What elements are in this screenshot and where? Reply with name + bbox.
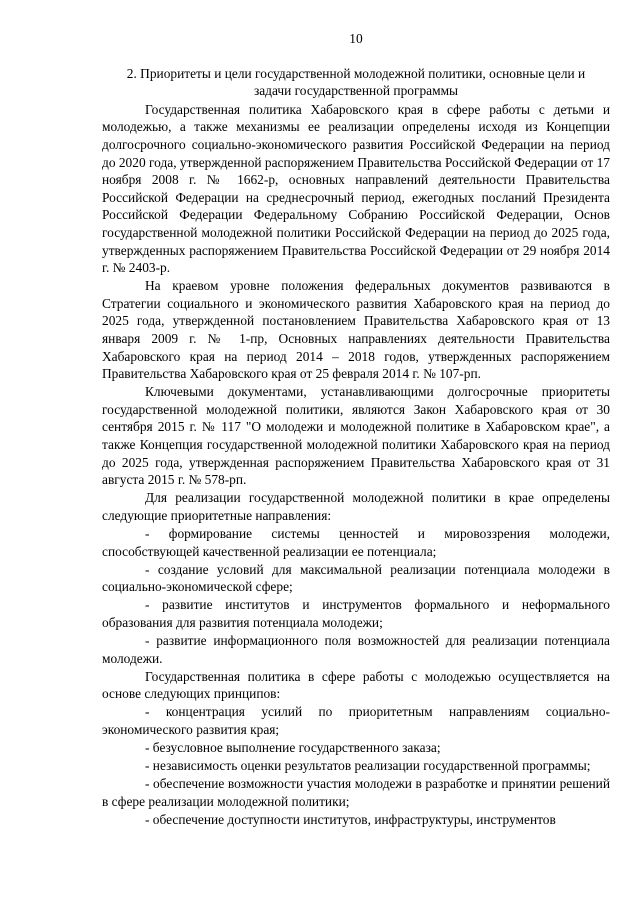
document-body [102, 101, 610, 829]
list-item: - независимость оценки результатов реализации государственной программы; [145, 758, 591, 774]
body-paragraph: Ключевыми документами, устанавливающими долгосрочные приоритеты государственной молодежной политики, являются Закон Хабаровского края от 30 сентября 2015 г. № 117 "О молодежи и молодежной политике в Хабаровском крае", а также Концепция государственной молодежной политики Хабаровского края на период до 2025 года, утвержденная распоряжением Правительства Хабаровского края от 31 августа 2015 г. № 578-рп. [102, 384, 610, 488]
body-paragraph: Государственная политика в сфере работы с молодежью осуществляется на основе следующих принципов: [102, 668, 610, 702]
list-item: - создание условий для максимальной реализации потенциала молодежи в социально-экономической сфере; [102, 561, 610, 595]
list-item: - обеспечение доступности институтов, инфраструктуры, инструментов [145, 812, 556, 828]
list-item: - обеспечение возможности участия молодежи в разработке и принятии решений в сфере реализации молодежной политики; [102, 776, 610, 809]
list-item: - развитие информационного поля возможностей для реализации потенциала молодежи. [102, 633, 610, 666]
page-number: 10 [349, 31, 363, 46]
list-item: - безусловное выполнение государственного заказа; [145, 740, 441, 756]
section-heading: 2. Приоритеты и цели государственной молодежной политики, основные цели и задачи государственной программы [126, 65, 586, 99]
body-paragraph: Государственная политика Хабаровского края в сфере работы с детьми и молодежью, а также механизмы ее реализации определены исходя из Концепции долгосрочного социально-экономического развития Российской Федерации на период до 2020 года, утвержденной распоряжением Правительства Российской Федерации от 17 ноября 2008 г. № 1662-р, основных направлений деятельности Правительства Российской Федерации на среднесрочный период, ежегодных посланий Президента Российской Федерации Федеральному Собранию Российской Федерации, Основ государственной молодежной политики Российской Федерации на период до 2025 года, утвержденных распоряжением Правительства Российской Федерации от 29 ноября 2014 г. № 2403-р. [102, 101, 610, 276]
body-paragraph: На краевом уровне положения федеральных документов развиваются в Стратегии социального и экономического развития Хабаровского края на период до 2025 года, утвержденной постановлением Правительства Хабаровского края от 13 января 2009 г. № 1-пр, Основных направлениях деятельности Правительства Хабаровского края на период 2014 – 2018 годов, утвержденных распоряжением Правительства Хабаровского края от 25 февраля 2014 г. № 107-рп. [102, 278, 610, 382]
list-item: - развитие институтов и инструментов формального и неформального образования для развития потенциала молодежи; [102, 597, 610, 630]
body-paragraph: Для реализации государственной молодежной политики в крае определены следующие приоритетные направления: [102, 490, 610, 523]
list-item: - концентрация усилий по приоритетным направлениям социально-экономического развития края; [102, 704, 610, 738]
list-item: - формирование системы ценностей и мировоззрения молодежи, способствующей качественной реализации ее потенциала; [102, 526, 610, 559]
